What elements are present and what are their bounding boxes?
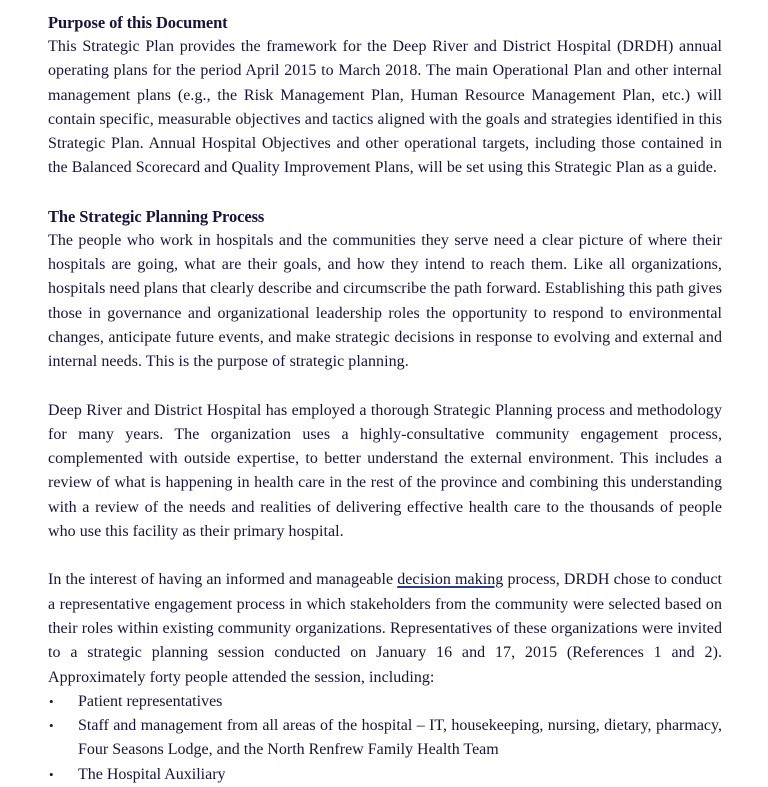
paragraph-purpose-body: This Strategic Plan provides the framework for the Deep River and District Hospital (DRDH) annual operating plans for the period April 2015 to March 2018. The main Operational Plan and other internal management plans (e.g., the Risk Management Plan, Human Resource Management Plan, etc.) will contain specific, measurable objectives and tactics aligned with the goals and strategies identified in this Strategic Plan. Annual Hospital Objectives and other operational targets, including those contained in the Balanced Scorecard and Quality Improvement Plans, will be set using this Strategic Plan as a guide.	[48, 38, 722, 177]
list-item-label: Staff and management from all areas of the hospital – IT, housekeeping, nursing, dietary, pharmacy, Four Seasons Lodge, and the North Renfrew Family Health Team	[78, 717, 722, 759]
paragraph-engagement-text-after-link: process, DRDH chose to conduct a representative engagement process in which stakeholders from the community were selected based on their roles within existing community organizations. Representatives of these organizations were invited to a strategic planning session conducted on January 16 and 17, 2015 (References 1 and 2). Approximately forty people attended the session, including:	[48, 571, 722, 686]
bullet-icon: •	[49, 766, 54, 782]
list-item	[48, 690, 722, 714]
decision-making-link[interactable]: decision making	[397, 571, 504, 589]
list-item	[48, 763, 722, 787]
paragraph-spacer	[48, 544, 722, 568]
paragraph-drdh-methodology: Deep River and District Hospital has employed a thorough Strategic Planning process and methodology for many years. The organization uses a highly-consultative community engagement process, complemented with outside expertise, to better understand the external environment. This includes a review of what is happening in health care in the rest of the province and combining this understanding with a review of the needs and realities of delivering effective health care to the thousands of people who use this facility as their primary hospital.	[48, 401, 722, 541]
bullet-icon: •	[49, 718, 54, 734]
list-item-label: The Hospital Auxiliary	[78, 765, 226, 783]
list-item-label: Patient representatives	[78, 692, 223, 710]
section-heading-purpose: Purpose of this Document	[48, 13, 228, 32]
paragraph-spacer	[48, 181, 722, 205]
paragraph-planning-intro: The people who work in hospitals and the communities they serve need a clear picture of where their hospitals are going, what are their goals, and how they intend to reach them. Like all organizations, hospitals need plans that clearly describe and circumscribe the path forward. Establishing this path gives those in governance and organizational leadership roles the opportunity to respond to environmental changes, anticipate future events, and make strategic decisions in response to evolving and external and internal needs. This is the purpose of strategic planning.	[48, 231, 722, 371]
list-item	[48, 714, 722, 763]
section-heading-strategic-planning-process: The Strategic Planning Process	[48, 206, 265, 226]
attendees-list	[48, 690, 722, 787]
bullet-icon: •	[49, 693, 54, 709]
paragraph-engagement-text-before-link: In the interest of having an informed and manageable	[48, 571, 398, 589]
paragraph-engagement-process	[48, 568, 722, 689]
paragraph-spacer	[48, 375, 722, 399]
